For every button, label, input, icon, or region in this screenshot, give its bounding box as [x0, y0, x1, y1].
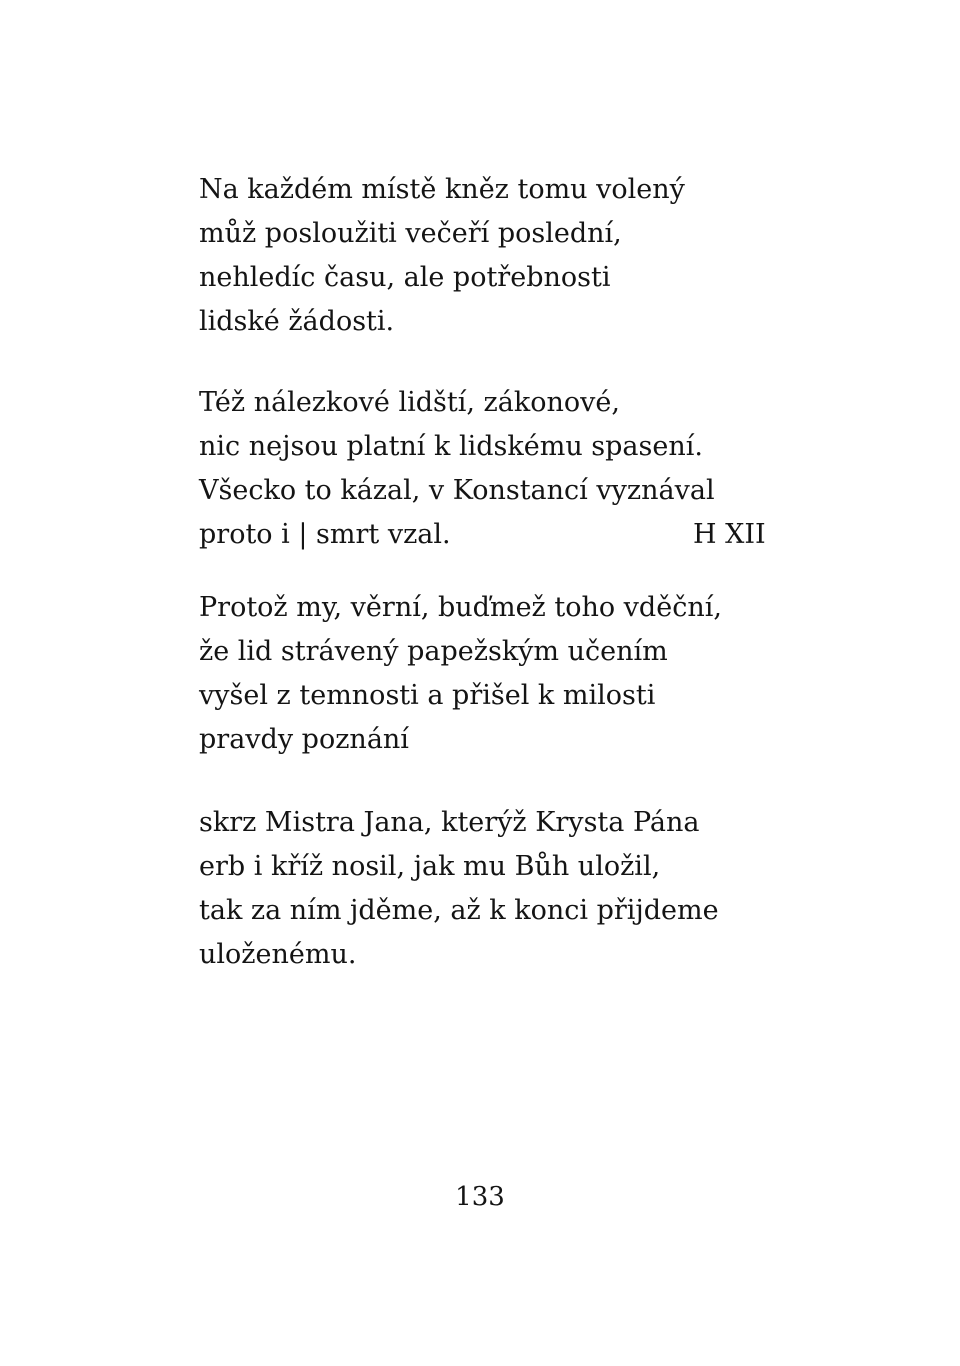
verse-line: Na každém místě kněz tomu volený [199, 174, 685, 205]
marginal-note: H XII [693, 519, 766, 550]
verse-line: proto i | smrt vzal. [199, 519, 451, 550]
verse-line: skrz Mistra Jana, kterýž Krysta Pána [199, 807, 700, 838]
stanza-3 [199, 586, 819, 762]
verse-line: tak za ním jděme, až k konci přijdeme [199, 895, 719, 926]
verse-line: pravdy poznání [199, 724, 409, 755]
verse-line: lidské žádosti. [199, 306, 395, 337]
verse-line: Všecko to kázal, v Konstancí vyznával [199, 475, 715, 506]
verse-line: Též nálezkové lidští, zákonové, [199, 387, 620, 418]
verse-line: uloženému. [199, 939, 357, 970]
verse-line: že lid strávený papežským učením [199, 636, 668, 667]
verse-line: Protož my, věrní, buďmež toho vděční, [199, 592, 722, 623]
verse-line: erb i kříž nosil, jak mu Bůh uložil, [199, 851, 661, 882]
stanza-4 [199, 801, 819, 977]
verse-line: nic nejsou platní k lidskému spasení. [199, 431, 703, 462]
verse-line: můž posloužiti večeří poslední, [199, 218, 622, 249]
page-number: 133 [455, 1182, 505, 1212]
verse-line: vyšel z temnosti a přišel k milosti [199, 680, 656, 711]
verse-line: nehledíc času, ale potřebnosti [199, 262, 611, 293]
stanza-1 [199, 168, 819, 344]
